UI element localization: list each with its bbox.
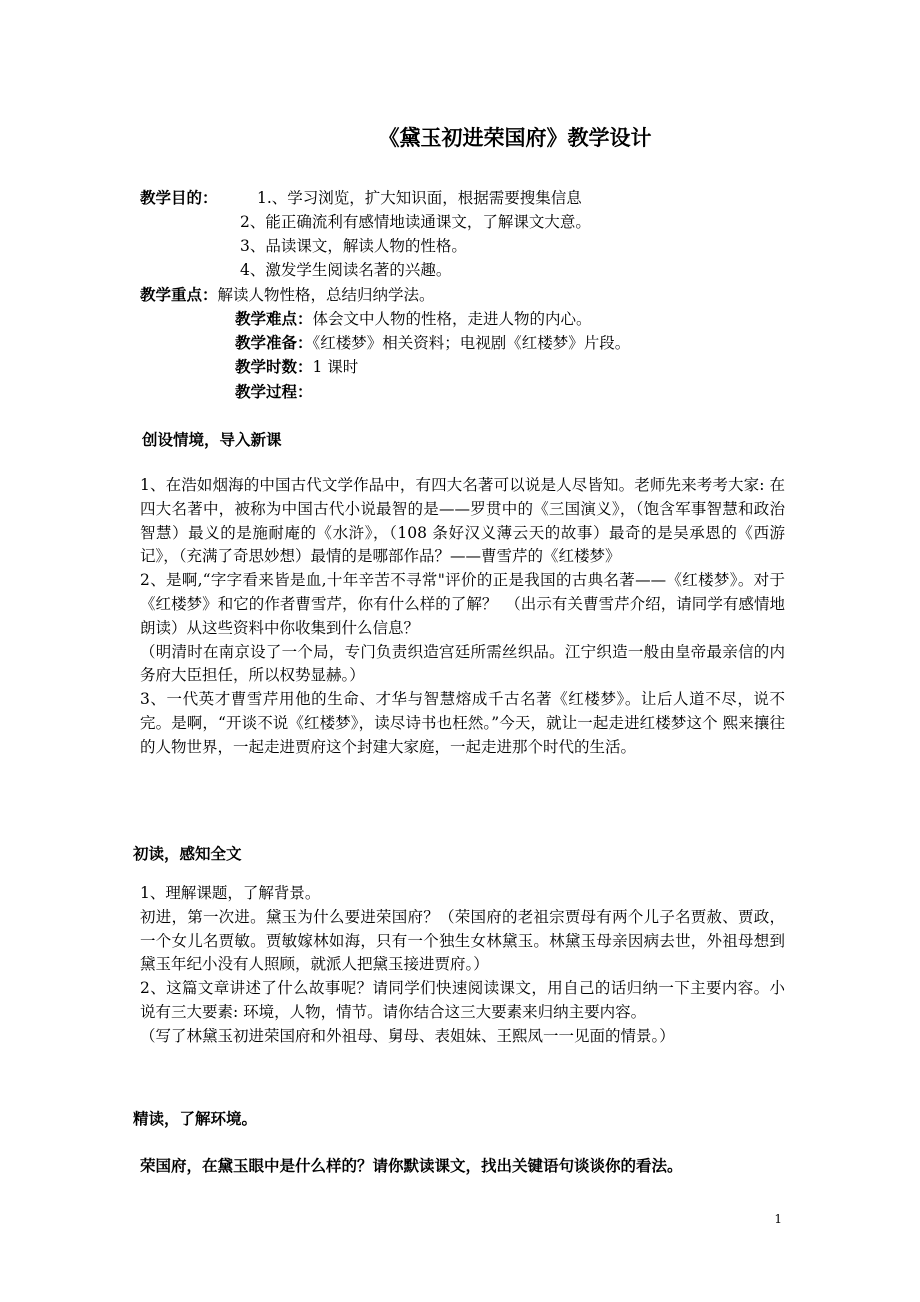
objectives-label: 教学目的： xyxy=(140,189,218,207)
paragraph: 1、理解课题，了解背景。 xyxy=(140,884,321,902)
objective-item-4: 4、激发学生阅读名著的兴趣。 xyxy=(240,261,452,279)
difficulty-text: 体会文中人物的性格，走进人物的内心。 xyxy=(312,310,592,328)
key-point-text: 解读人物性格，总结归纳学法。 xyxy=(217,286,435,304)
preparation xyxy=(235,331,630,355)
process-label: 教学过程： xyxy=(235,383,313,401)
objective-item-2: 2、能正确流利有感情地读通课文，了解课文大意。 xyxy=(240,213,591,231)
page-number: 1 xyxy=(774,1212,782,1226)
objective-item-1: 1.、学习浏览，扩大知识面，根据需要搜集信息 xyxy=(257,189,582,207)
teaching-hours xyxy=(235,355,358,379)
paragraph: 1、在浩如烟海的中国古代文学作品中，有四大名著可以说是人尽皆知。老师先来考考大家: 在四大名著中，被称为中国古代小说最智的是——罗贯中的《三国演义》，（饱含军事智慧和政治智慧）最义的是施耐庵的《水浒》，（108 条好汉义薄云天的故事）最奇的是吴承恩的《西游记》，（充满了奇思妙想）最情的是哪部作品？——曹雪芹的《红楼梦》 xyxy=(140,476,785,566)
hours-text: 1 课时 xyxy=(312,358,359,376)
section-first-reading-body xyxy=(140,882,785,1049)
document-title: 《黛玉初进荣国府》教学设计 xyxy=(378,126,652,150)
hours-label: 教学时数： xyxy=(235,358,313,376)
section-heading-close-reading: 精读，了解环境。 xyxy=(133,1110,258,1128)
difficulty-label: 教学难点： xyxy=(235,310,313,328)
preparation-text: 《红楼梦》相关资料；电视剧《红楼梦》片段。 xyxy=(312,334,631,352)
close-reading-question: 荣国府，在黛玉眼中是什么样的？请你默读课文，找出关键语句谈谈你的看法。 xyxy=(140,1157,683,1175)
paragraph: 2、这篇文章讲述了什么故事呢？请同学们快速阅读课文，用自己的话归纳一下主要内容。小说有三大要素: 环境，人物，情节。请你结合这三大要素来归纳主要内容。 xyxy=(140,979,785,1021)
section-heading-first-reading: 初读，感知全文 xyxy=(133,845,242,863)
paragraph: 初进，第一次进。黛玉为什么要进荣国府？（荣国府的老祖宗贾母有两个儿子名贾赦、贾政，一个女儿名贾敏。贾敏嫁林如海，只有一个独生女林黛玉。林黛玉母亲因病去世，外祖母想到黛玉年纪小没有人照顾，就派人把黛玉接进贾府。） xyxy=(140,907,785,974)
paragraph: （写了林黛玉初进荣国府和外祖母、舅母、表姐妹、王熙凤一一见面的情景。） xyxy=(140,1026,675,1045)
preparation-label: 教学准备： xyxy=(235,334,313,352)
paragraph: （明清时在南京设了一个局，专门负责织造宫廷所需丝织品。江宁织造一般由皇帝最亲信的内务府大臣担任，所以权势显赫。） xyxy=(140,642,785,685)
section-intro-body xyxy=(140,474,785,760)
key-point xyxy=(140,283,435,307)
objective-item-3: 3、品读课文，解读人物的性格。 xyxy=(240,237,467,255)
difficulty xyxy=(235,307,592,331)
paragraph: 3、一代英才曹雪芹用他的生命、才华与智慧熔成千古名著《红楼梦》。让后人道不尽，说不完。是啊，“开谈不说《红楼梦》，读尽诗书也枉然。”今天，就让一起走进红楼梦这个 熙来攘往的人物世界，一起走进贾府这个封建大家庭，一起走进那个时代的生活。 xyxy=(140,690,785,756)
paragraph: 2、是啊,“字字看来皆是血,十年辛苦不寻常"评价的正是我国的古典名著——《红楼梦》。对于《红楼梦》和它的作者曹雪芹，你有什么样的了解？ （出示有关曹雪芹介绍，请同学有感情地朗读）从这些资料中你收集到什么信息？ xyxy=(140,571,785,637)
section-heading-intro: 创设情境，导入新课 xyxy=(142,431,282,449)
key-point-label: 教学重点： xyxy=(140,286,218,304)
